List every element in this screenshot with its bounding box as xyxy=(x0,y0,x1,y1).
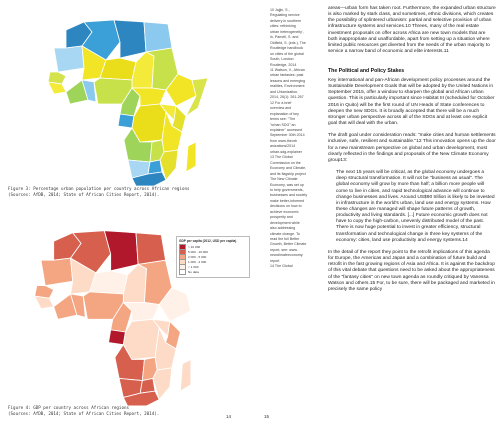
legend-row xyxy=(179,270,247,275)
figure4-caption: Figure 4: GDP per country across African regions (Sources: AfDB, 2014; State of African Cities Report, 2014). xyxy=(8,405,160,416)
map2-libya xyxy=(104,231,138,271)
map1-egypt xyxy=(144,22,172,52)
gdp-legend xyxy=(176,236,250,278)
legend-title: GDP per capita (2012, USD per capita) xyxy=(179,239,237,243)
legend-label: 2 000 - 5 000 xyxy=(188,255,207,259)
map2-guinea xyxy=(35,296,54,309)
map1-libya xyxy=(114,20,146,58)
map2-chad xyxy=(123,264,146,302)
figure3-caption: Figure 3: Percentage urban population per country across African regions (Sources: AfDB, 2014; State of African Cities Report, 2014). xyxy=(8,186,190,197)
block-quote: The next 15 years will be critical, as the global economy undergoes a deep structural transformation. It will not be "business as usual". The global economy will grow by more than half; a billion more people will come to live in cities, and rapid technological advance will continue to change businesses and lives. Around US$90 trillion is likely to be invested in infrastructure in the world's urban, land use and energy systems. How these changes are managed will shape future patterns of growth, productivity and living standards. [...] Future economic growth does not have to copy the high-carbon, unevenly distributed model of the past. There is now huge potential to invest in greater efficiency, structural transformation and technological change in three key systems of the economy: cities, land use productivity and energy systems.14 xyxy=(336,170,495,243)
paragraph-1: areas—urban form has taken root. Furthermore, the expanded urban structure is also marked by stark class, and sometimes, ethnic divisions, which creates the possibility of splintered urbanism: partial and selective provision of urban infrastructure systems and services.10 Threes, many of the real estate investment proposals on offer across Africa are new town models that are both inappropriate and unaffordable, apart from setting up a situation where limited public resources get diverted from the needs of the urban majority to service a narrow band of economic and elite interests.11 xyxy=(328,6,496,55)
paragraph-3: The draft goal under consideration reads: "make cities and human settlements inclusive, safe, resilient and sustainable."12 This innovation opens up the door for a new mainstream perspective on global and urban development, most clearly reflected in the findings and proposals of the New Climate Economy group13: xyxy=(328,133,496,163)
legend-label: > 10 000 xyxy=(188,245,201,249)
main-text-column-2 xyxy=(328,78,496,293)
map1-madagascar xyxy=(186,142,196,172)
paragraph-2: Key international and pan-African development policy processes around the Sustainable Development Goals that will be adopted by the United Nations in September 2015, offer a window to sharpen the global and African urban question. This is particularly important since Habitat III (scheduled for October 2016 in Quito) will be the first round of UN Heads of State conferences to deepen the new SDGs. It is broadly accepted that there will be a much stronger urban perspective across all of the SDGs and at least one explicit goal that will deal with the urban. xyxy=(328,78,495,127)
page-number-left: 14 xyxy=(226,414,232,419)
map1-mauritania xyxy=(54,46,84,72)
legend-label: 5 000 - 10 000 xyxy=(188,250,208,254)
legend-items xyxy=(179,245,247,275)
map1-niger xyxy=(100,58,136,80)
section-heading: The Political and Policy Stakes xyxy=(328,68,405,74)
africa-urban-population-map xyxy=(36,8,216,188)
map1-guinea xyxy=(48,82,66,94)
paragraph-4: In the detail of the report they point to the retrofit implications of this agenda for Europe, the Americas and Japan and a combination of future build and retrofit in the fast growing regions of Asia and Africa. It is against the backdrop of this vital debate that questions need to be asked about the appropriateness of the "fantasy cities" on new town agenda as roundly critiqued by Vanessa Watson and others.15 For, to be sure, there will be packaged and marketed in precisely the same policy xyxy=(328,249,495,292)
page-number-right: 15 xyxy=(264,414,270,419)
sidenotes-column: 10 Jajjin, S., Regulating service delivery in southern cities: rethinking urban heterogeneity', in, Parnell, S. and Oldfield, S. (eds.), The Routledge handbook on cities of the global South, London: Routledge, 2014 11 Watson, V., African urban fantasies: past lessons and emerging realities, Environment and Urbanization, 2014, 26(1): 261-267 12 For a brief overview and explanation of key terms see: "The "urban SDG" an explainer" accessed September 30th 2014 from www.theurb anizations/2014 urban-sdg-explainer 13 The Global Commission on the Economy and Climate, and its flagship project The New Climate Economy, was set up to help governments, businesses and society make better-informed decisions on how to achieve economic prosperity and development while also addressing climate change. To read the full Better Growth, Better Climate report, see: www. newclimateeconomy. report 14 The Global xyxy=(270,8,308,269)
map2-gabon xyxy=(109,330,126,345)
map1-chad xyxy=(132,52,154,88)
main-text-column xyxy=(328,6,496,55)
right-page xyxy=(250,0,500,428)
map2-mauritania xyxy=(41,258,73,285)
map2-egypt xyxy=(136,233,166,265)
map2-madagascar xyxy=(180,359,191,391)
map1-gabon xyxy=(118,114,134,128)
legend-label: No data xyxy=(188,270,199,274)
map2-niger xyxy=(90,271,128,294)
legend-label: 1 000 - 2 000 xyxy=(188,260,207,264)
legend-swatch xyxy=(179,269,186,274)
legend-label: < 1 000 xyxy=(188,265,199,269)
